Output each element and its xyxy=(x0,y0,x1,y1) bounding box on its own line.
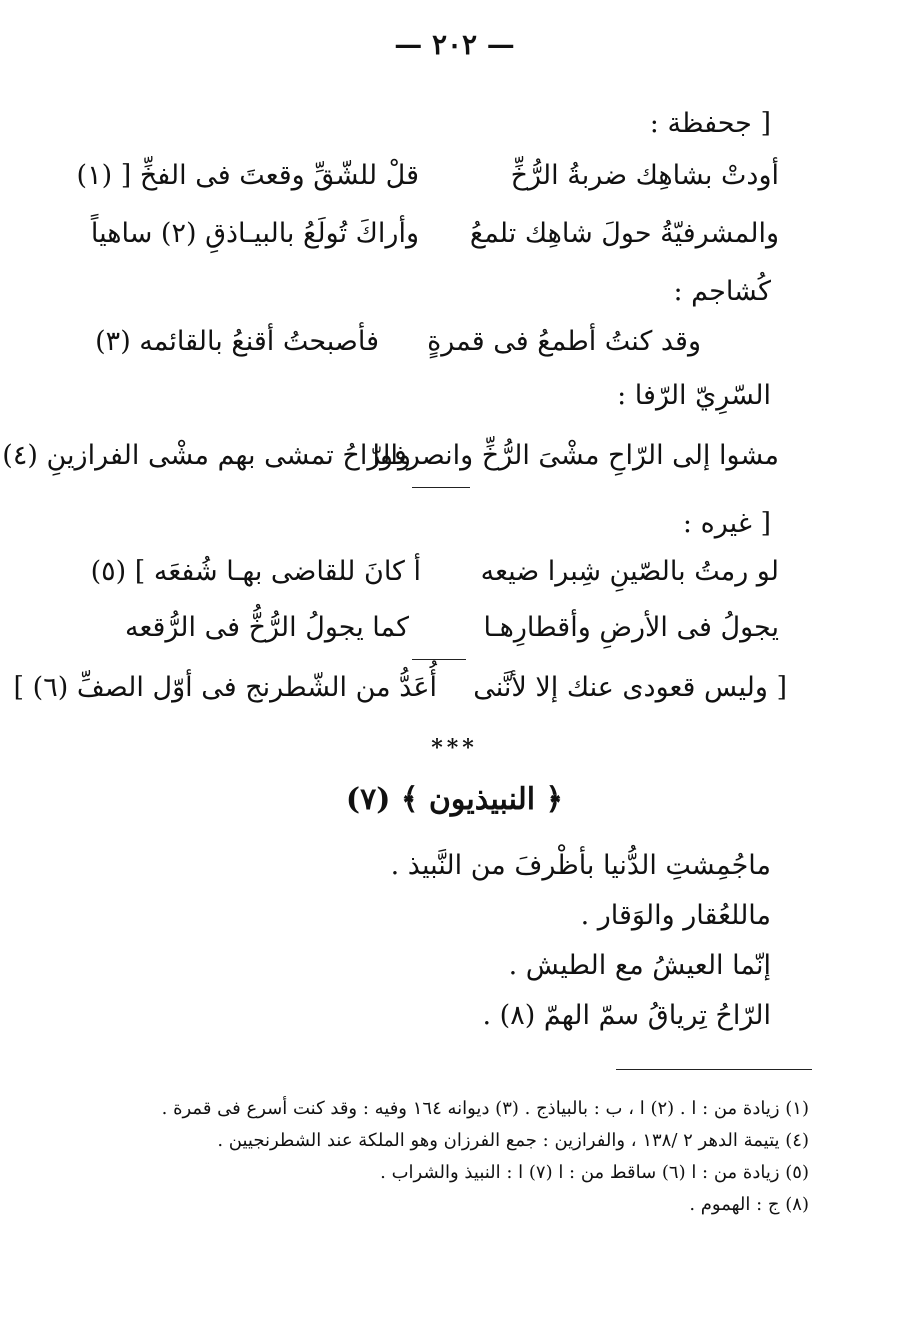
section-divider: *** xyxy=(431,735,478,761)
verse-left-hemistich: كما يجولُ الرُّخُّ فى الرُّقعه xyxy=(124,612,409,643)
saying-line: إنّما العيشُ مع الطيش . xyxy=(508,950,771,981)
verse-right-hemistich: يجولُ فى الأرضِ وأقطارِهـا xyxy=(483,612,779,643)
page-number: — ٢٠٢ — xyxy=(394,28,515,61)
verse-right-hemistich: وقد كنتُ أطمعُ فى قمرةٍ xyxy=(427,326,701,357)
footnote-line: (٥) زيادة من : ا (٦) ساقط من : ا (٧) ا : النبيذ والشراب . xyxy=(380,1162,809,1183)
verse-left-hemistich: فأصبحتُ أقنعُ بالقائمه (٣) xyxy=(95,326,379,357)
saying-line: الرّاحُ تِرياقُ سمّ الهمّ (٨) . xyxy=(482,1000,771,1031)
verse-tatweel-line xyxy=(412,659,466,660)
section-heading: [ جحفظة : xyxy=(649,108,771,139)
verse-tatweel-line xyxy=(412,487,470,488)
verse-left-hemistich: أُعَدُّ من الشّطرنج فى أوّل الصفِّ (٦) ] xyxy=(13,672,437,703)
section-heading: السّرِيّ الرّفا : xyxy=(617,380,771,411)
verse-left-hemistich: والرّاحُ تمشى بهم مشْى الفرازينِ (٤) xyxy=(2,440,411,471)
footnote-separator xyxy=(616,1069,812,1070)
verse-right-hemistich: قلْ للشّقِّ وقعتَ فى الفخِّ [ (١) xyxy=(76,160,419,191)
verse-left-hemistich: والمشرفيّةُ حولَ شاهِك تلمعُ xyxy=(469,218,779,249)
saying-line: ماللعُقار والوَقار . xyxy=(580,900,771,931)
verse-right-hemistich: مشوا إلى الرّاحِ مشْىَ الرُّخِّ وانصرفوا xyxy=(372,440,779,471)
verse-left-hemistich: أودتْ بشاهِك ضربةُ الرُّخِّ xyxy=(510,160,779,191)
footnote-line: (٨) ج : الهموم . xyxy=(689,1194,809,1215)
footnote-line: (١) زيادة من : ا . (٢) ا ، ب : بالبياذج . (٣) ديوانه ١٦٤ وفيه : وقد كنت أسرع فى قمرة . xyxy=(161,1098,809,1119)
section-heading: كُشاجم : xyxy=(673,276,771,307)
section-heading: [ غيره : xyxy=(682,508,771,539)
footnote-line: (٤) يتيمة الدهر ٢ /١٣٨ ، والفرازين : جمع الفرزان وهو الملكة عند الشطرنجيين . xyxy=(217,1130,809,1151)
verse-right-hemistich: وأراكَ تُولَعُ بالبيـاذقِ (٢) ساهياً xyxy=(90,218,419,249)
saying-line: ماجُمِشتِ الدُّنيا بأظْرفَ من النَّبيذ . xyxy=(390,850,771,881)
chapter-title: ﴿ النبيذيون ﴾ (٧) xyxy=(345,782,564,817)
verse-right-hemistich: [ وليس قعودى عنك إلا لأنَّنى xyxy=(473,672,787,703)
verse-left-hemistich: أ كانَ للقاضى بهـا شُفعَه ] (٥) xyxy=(90,556,421,587)
verse-right-hemistich: لو رمتُ بالصّينِ شِبرا ضيعه xyxy=(480,556,779,587)
